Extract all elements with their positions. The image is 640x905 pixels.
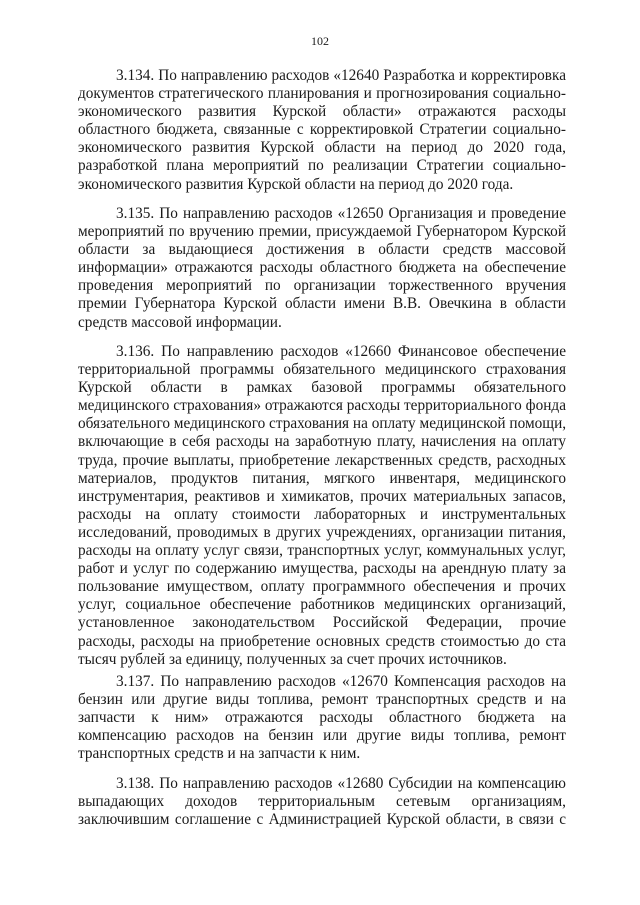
paragraph-line: инструментария, реактивов и химикатов, прочих материальных запасов, [78, 487, 566, 505]
paragraph-line: расходы на оплату услуг связи, транспортных услуг, коммунальных услуг, [78, 542, 566, 560]
paragraph-3-138 [78, 775, 566, 829]
paragraph-line: транспортных средств и на запчасти к ним. [78, 745, 361, 763]
paragraph-line: обязательного медицинского страхования на оплату медицинской помощи, [78, 415, 567, 433]
paragraph-line: материалов, продуктов питания, мягкого инвентаря, медицинского [78, 469, 566, 487]
paragraph-line: 3.138. По направлению расходов «12680 Субсидии на компенсацию [116, 775, 566, 792]
paragraph-line: 3.136. По направлению расходов «12660 Финансовое обеспечение [116, 343, 566, 360]
paragraph-line: бензин или другие виды топлива, ремонт транспортных средств и на [78, 691, 566, 709]
paragraph-line: исследований, проводимых в других учреждениях, организации питания, [78, 523, 566, 541]
paragraph-line: тысяч рублей за единицу, полученных за счет прочих источников. [78, 650, 507, 668]
paragraph-line: территориальной программы обязательного медицинского страхования [78, 361, 566, 379]
paragraph-line: области за выдающиеся достижения в области средств массовой [78, 241, 566, 259]
paragraph-line: труда, прочие выплаты, приобретение лекарственных средств, расходных [78, 451, 566, 469]
paragraph-line: областного бюджета, связанные с корректировкой Стратегии социально- [78, 121, 566, 139]
paragraph-line: Курской области в рамках базовой программы обязательного [78, 379, 566, 397]
paragraph-line: пользование имуществом, оплату программного обеспечения и прочих [78, 578, 566, 596]
paragraph-line: запчасти к ним» отражаются расходы областного бюджета на [78, 709, 566, 727]
paragraph-3-137 [78, 673, 566, 763]
paragraph-line: экономического развития Курской области на период до 2020 года. [78, 175, 514, 193]
paragraph-3-135 [78, 205, 566, 332]
paragraph-line: расходы на оплату стоимости лабораторных и инструментальных [78, 505, 566, 523]
paragraph-3-134 [78, 67, 566, 194]
paragraph-line: включающие в себя расходы на заработную плату, начисления на оплату [78, 433, 566, 451]
paragraph-line: средств массовой информации. [78, 313, 282, 331]
paragraph-line: разработкой плана мероприятий по реализации Стратегии социально- [78, 157, 566, 175]
paragraph-line: экономического развития Курской области» отражаются расходы [78, 103, 566, 121]
paragraph-line: выпадающих доходов территориальным сетевым организациям, [78, 793, 566, 811]
paragraph-line: заключившим соглашение с Администрацией Курской области, в связи с [78, 811, 566, 829]
paragraph-line: 3.137. По направлению расходов «12670 Компенсация расходов на [116, 673, 566, 690]
paragraph-line: компенсацию расходов на бензин или другие виды топлива, ремонт [78, 727, 566, 745]
paragraph-line: мероприятий по вручению премии, присуждаемой Губернатором Курской [78, 223, 566, 241]
paragraph-line: информации» отражаются расходы областного бюджета на обеспечение [78, 259, 566, 277]
paragraph-line: медицинского страхования» отражаются расходы территориального фонда [78, 397, 566, 415]
paragraph-3-136 [78, 343, 566, 669]
paragraph-line: работ и услуг по содержанию имущества, расходы на арендную плату за [78, 560, 566, 578]
page-number: 102 [311, 34, 329, 48]
paragraph-line: установленное законодательством Российской Федерации, прочие [78, 614, 566, 632]
paragraph-line: экономического развития Курской области на период до 2020 года, [78, 139, 566, 157]
paragraph-line: премии Губернатора Курской области имени В.В. Овечкина в области [78, 295, 566, 313]
paragraph-line: документов стратегического планирования и прогнозирования социально- [78, 85, 566, 103]
paragraph-line: 3.134. По направлению расходов «12640 Разработка и корректировка [116, 67, 566, 84]
paragraph-line: расходы, расходы на приобретение основных средств стоимостью до ста [78, 632, 566, 650]
paragraph-line: 3.135. По направлению расходов «12650 Организация и проведение [116, 205, 566, 222]
paragraph-line: проведения мероприятий по организации торжественного вручения [78, 277, 566, 295]
paragraph-line: услуг, социальное обеспечение работников медицинских организаций, [78, 596, 566, 614]
